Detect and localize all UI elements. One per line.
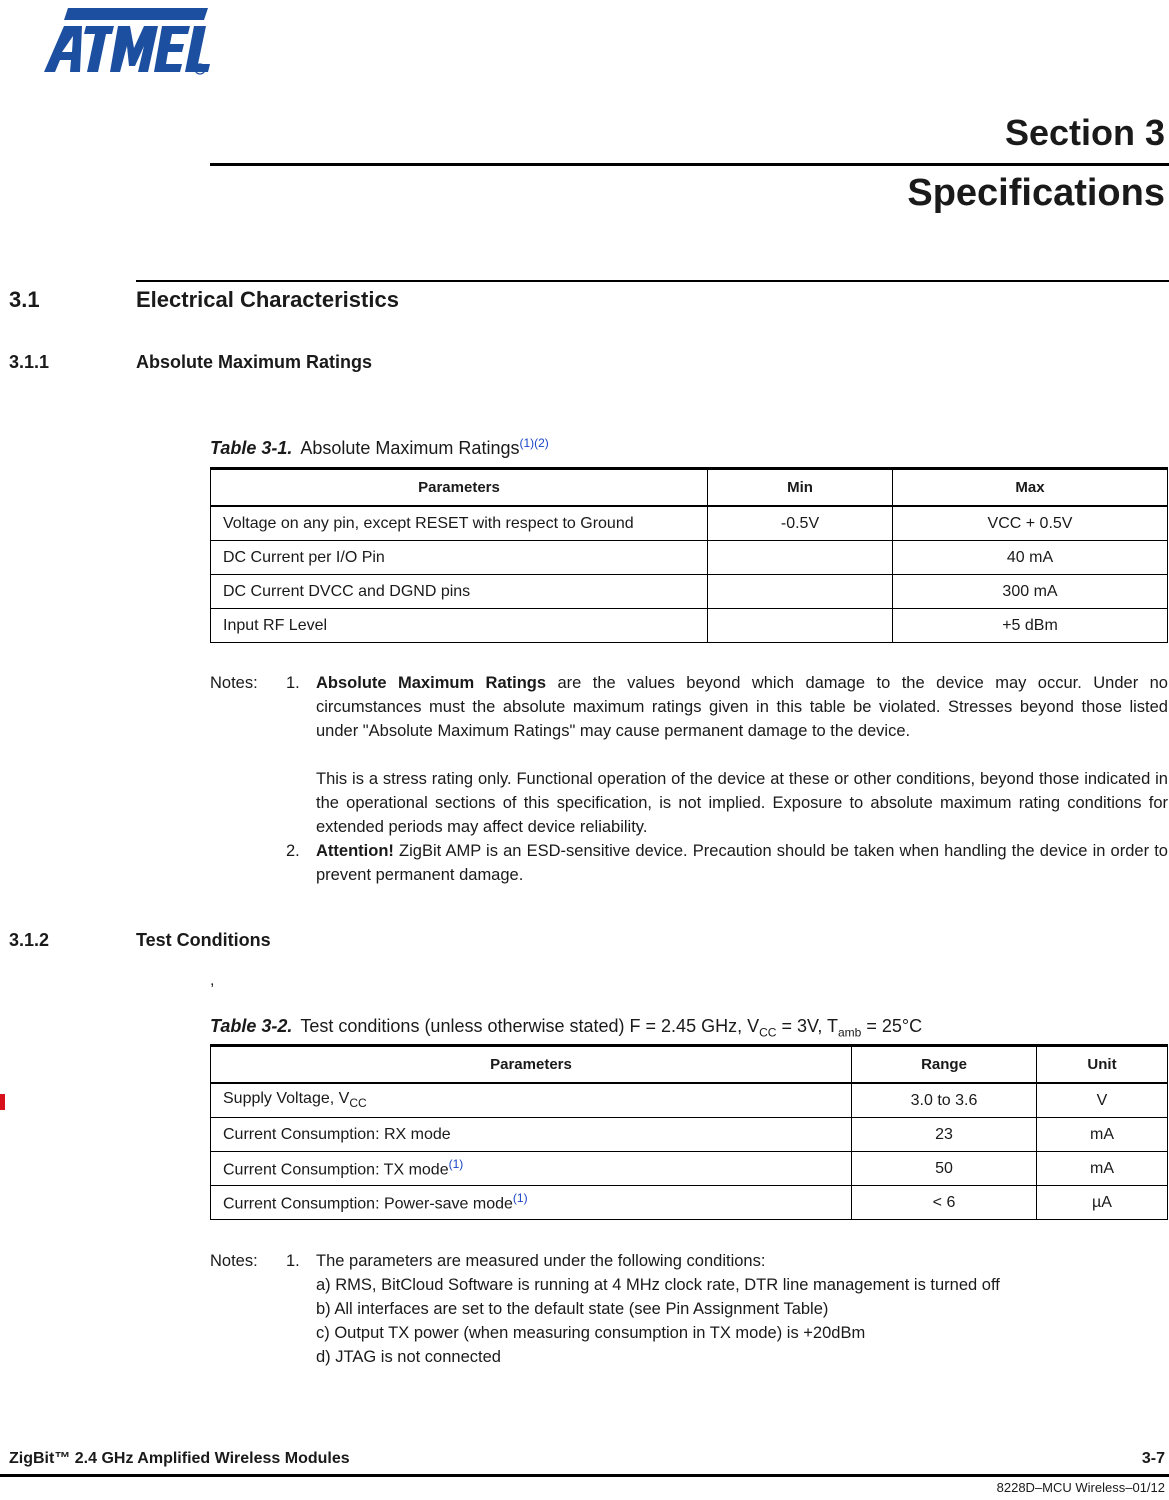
atmel-logo: [40, 0, 210, 80]
heading-title: Test Conditions: [136, 930, 271, 950]
note-number: 2.: [286, 842, 300, 860]
table-3-2-caption: [210, 1016, 922, 1040]
cell: VCC + 0.5V: [893, 506, 1168, 541]
table-row: [211, 506, 1168, 541]
heading-number: 3.1.2: [9, 930, 50, 950]
cell: 23: [852, 1118, 1037, 1152]
cell: µA: [1037, 1186, 1168, 1220]
cell: [708, 609, 893, 643]
cell: +5 dBm: [893, 609, 1168, 643]
cell: 300 mA: [893, 575, 1168, 609]
note-text: are the values beyond which damage to the device may occur. Under no circumstances must the absolute maximum ratings given in this table be violated. Stresses beyond those listed under "Absolute Maximum Ratings" may cause permanent damage to the device.: [316, 674, 1168, 740]
notes-label: Notes:: [210, 1252, 258, 1270]
note-line: The parameters are measured under the following conditions:: [316, 1252, 766, 1270]
caption-sub: amb: [838, 1025, 862, 1040]
cell: 50: [852, 1152, 1037, 1186]
col-header: Min: [708, 469, 893, 507]
note-number: 1.: [286, 674, 300, 692]
cell: mA: [1037, 1118, 1168, 1152]
note-line: b) All interfaces are set to the default state (see Pin Assignment Table): [316, 1300, 829, 1318]
table-header-row: [211, 1046, 1168, 1084]
caption-sub: CC: [759, 1025, 777, 1040]
cell: < 6: [852, 1186, 1037, 1220]
footnote-ref: (1)(2): [519, 436, 549, 450]
footnote-ref: (1): [448, 1157, 464, 1172]
table-label: Table 3-1.: [210, 438, 293, 458]
change-bar: [0, 1094, 5, 1110]
cell: -0.5V: [708, 506, 893, 541]
note-line: c) Output TX power (when measuring consumption in TX mode) is +20dBm: [316, 1324, 866, 1342]
table-3-2-notes: [210, 1249, 1168, 1379]
page-number: 3-7: [1141, 1450, 1165, 1467]
note-bold: Absolute Maximum Ratings: [316, 674, 547, 692]
stray-comma: ,: [210, 972, 215, 989]
col-header: Parameters: [211, 1046, 852, 1084]
table-row: [211, 1083, 1168, 1118]
cell: [708, 575, 893, 609]
note-line: d) JTAG is not connected: [316, 1348, 501, 1366]
heading-number: 3.1: [9, 287, 40, 312]
footer-title: ZigBit™ 2.4 GHz Amplified Wireless Modules: [9, 1450, 350, 1467]
table-3-1: [210, 467, 1168, 643]
cell: DC Current DVCC and DGND pins: [211, 575, 708, 609]
heading-number: 3.1.1: [9, 352, 50, 372]
note-number: 1.: [286, 1252, 300, 1270]
table-header-row: [211, 469, 1168, 507]
section-title: Specifications: [907, 172, 1165, 214]
cell: Current Consumption: TX mode$^{(1)}$: [211, 1152, 852, 1186]
heading-rule: [136, 280, 1169, 282]
table-row: [211, 609, 1168, 643]
notes-label: Notes:: [210, 674, 258, 692]
col-header: Range: [852, 1046, 1037, 1084]
table-3-2: [210, 1044, 1168, 1220]
cell: Current Consumption: RX mode: [211, 1118, 852, 1152]
caption-part: = 25°C: [861, 1016, 923, 1036]
note-text: ZigBit AMP is an ESD-sensitive device. Precaution should be taken when handling the device in order to prevent permanent damage.: [316, 842, 1168, 884]
col-header: Parameters: [211, 469, 708, 507]
cell: Voltage on any pin, except RESET with respect to Ground: [211, 506, 708, 541]
heading-title: Electrical Characteristics: [136, 287, 399, 312]
table-row: [211, 1118, 1168, 1152]
cell: Input RF Level: [211, 609, 708, 643]
cell: 3.0 to 3.6: [852, 1083, 1037, 1118]
cell: mA: [1037, 1152, 1168, 1186]
table-row: [211, 575, 1168, 609]
heading-title: Absolute Maximum Ratings: [136, 352, 373, 372]
footer-rule: [0, 1474, 1169, 1477]
cell: Supply Voltage, $V_{CC}$: [211, 1083, 852, 1118]
col-header: Unit: [1037, 1046, 1168, 1084]
table-3-1-caption: [210, 436, 549, 459]
table-3-1-notes: [210, 671, 1168, 911]
table-row: [211, 1152, 1168, 1186]
footnote-ref: (1): [512, 1191, 528, 1206]
table-label: Table 3-2.: [210, 1016, 293, 1036]
table-row: [211, 541, 1168, 575]
caption-part: Test conditions (unless otherwise stated) F = 2.45 GHz, V: [300, 1016, 760, 1036]
svg-text:R: R: [197, 67, 203, 74]
section-number: Section 3: [1004, 112, 1165, 153]
heading-3-1-2: [9, 930, 271, 951]
caption-part: = 3V, T: [776, 1016, 838, 1036]
section-rule: [210, 163, 1169, 166]
cell: [708, 541, 893, 575]
cell: V: [1037, 1083, 1168, 1118]
col-header: Max: [893, 469, 1168, 507]
heading-3-1-1: [9, 352, 372, 373]
note-bold: Attention!: [316, 842, 394, 860]
doc-number: 8228D–MCU Wireless–01/12: [996, 1480, 1165, 1495]
table-caption-text: Absolute Maximum Ratings: [300, 438, 520, 458]
table-row: [211, 1186, 1168, 1220]
cell: DC Current per I/O Pin: [211, 541, 708, 575]
heading-3-1: [9, 287, 399, 313]
cell: Current Consumption: Power-save mode$^{(1)}$: [211, 1186, 852, 1220]
cell: 40 mA: [893, 541, 1168, 575]
note-paragraph: This is a stress rating only. Functional operation of the device at these or other conditions, beyond those indicated in the operational sections of this specification, is not implied. Exposure to absolute maximum rating conditions for extended periods may affect device reliability.: [316, 770, 1168, 836]
note-line: a) RMS, BitCloud Software is running at 4 MHz clock rate, DTR line management is turned off: [316, 1276, 1000, 1294]
